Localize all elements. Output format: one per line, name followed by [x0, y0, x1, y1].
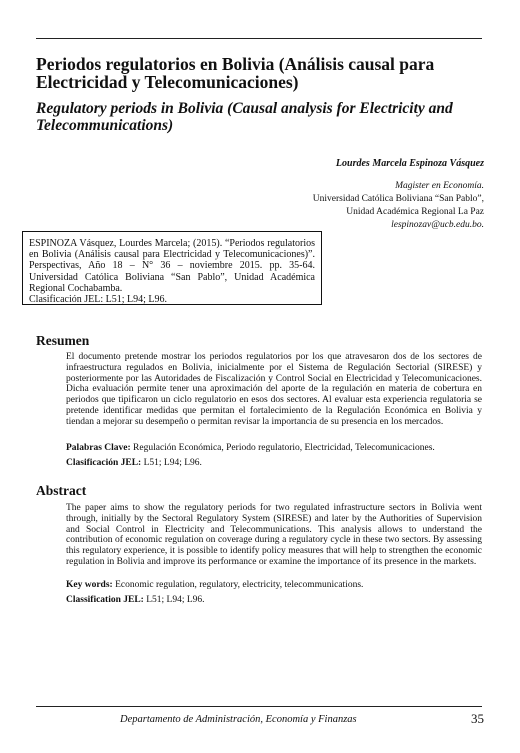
abstract-body: The paper aims to show the regulatory periods for two regulated infrastructure sectors in Bolivia went through, initially by the Sectoral Regulatory System (SIRESE) and later by the Authorities of Supervision and Social Control in Electricity and Telecommunications. This analysis allows to understand the contribution of economic regulation on coverage during a regulatory cycle in these two sectors. By assessing this regulatory experience, it is possible to identify policy measures that will help to strengthen the economic regulation in Bolivia and improve its performance or examine the importance of its presence in the markets. — [66, 503, 482, 567]
citation-box — [22, 231, 322, 305]
affiliation-unit: Unidad Académica Regional La Paz — [346, 207, 484, 217]
resumen-jel-label: Clasificación JEL: — [66, 458, 142, 468]
citation-jel: Clasificación JEL: L51; L94; L96. — [29, 294, 168, 306]
title-english: Regulatory periods in Bolivia (Causal analysis for Electricity and Telecommunications) — [36, 100, 453, 134]
abstract-heading: Abstract — [36, 483, 87, 498]
abstract-jel-value: L51; L94; L96. — [143, 595, 205, 605]
author-affiliation — [313, 180, 484, 232]
page-number: 35 — [471, 711, 484, 726]
footer-rule — [36, 706, 482, 707]
top-rule — [36, 38, 482, 39]
resumen-jel-value: L51; L94; L96. — [141, 458, 202, 468]
resumen-keywords-label: Palabras Clave: — [66, 443, 131, 453]
author-name: Lourdes Marcela Espinoza Vásquez — [335, 158, 484, 169]
resumen-keywords-value: Regulación Económica, Periodo regulatorio, Electricidad, Telecomunicaciones. — [130, 443, 435, 453]
title-spanish: Periodos regulatorios en Bolivia (Análisis causal para Electricidad y Telecomunicaciones) — [36, 54, 435, 92]
abstract-keywords — [66, 580, 486, 591]
affiliation-university: Universidad Católica Boliviana “San Pablo”, — [312, 194, 484, 204]
affiliation-degree: Magister en Economía. — [395, 181, 484, 191]
citation-text: ESPINOZA Vásquez, Lourdes Marcela; (2015). “Periodos regulatorios en Bolivia (Análisis causal para Electricidad y Telecomunicaciones)”. Perspectivas, Año 18 – N° 36 – noviembre 2015. pp. 35-64. Universidad Católica Boliviana “San Pablo”, Unidad Académica Regional Cochabamba. — [29, 238, 315, 294]
resumen-body: El documento pretende mostrar los periodos regulatorios por los que atravesaron dos de los sectores de infraestructura regulados en Bolivia, inicialmente por el Sistema de Regulación Sectorial (SIRESE) y posteriormente por las Autoridades de Fiscalización y Control Social en Electricidad y Telecomunicaciones. Dicha evaluación permite tener una aproximación del aporte de la regulación en materia de cobertura en periodos que tipificaron un ciclo regulatorio en esos dos sectores. Al evaluar esta experiencia regulatoria se pretende identificar medidas que permitan el fortalecimiento de la Regulación Económica en Bolivia y tiendan a mejorar su desempeño o permitan revisar la importancia de su presencia en los mercados. — [66, 352, 482, 427]
affiliation-email: lespinozav@ucb.edu.bo. — [391, 220, 484, 230]
abstract-keywords-value: Economic regulation, regulatory, electricity, telecommunications. — [112, 580, 364, 590]
footer-department: Departamento de Administración, Economía y Finanzas — [120, 714, 357, 725]
abstract-keywords-label: Key words: — [66, 580, 113, 590]
resumen-keywords — [66, 443, 486, 454]
abstract-jel — [66, 595, 486, 606]
abstract-jel-label: Classification JEL: — [66, 595, 144, 605]
resumen-jel — [66, 458, 486, 469]
resumen-heading: Resumen — [36, 333, 90, 348]
